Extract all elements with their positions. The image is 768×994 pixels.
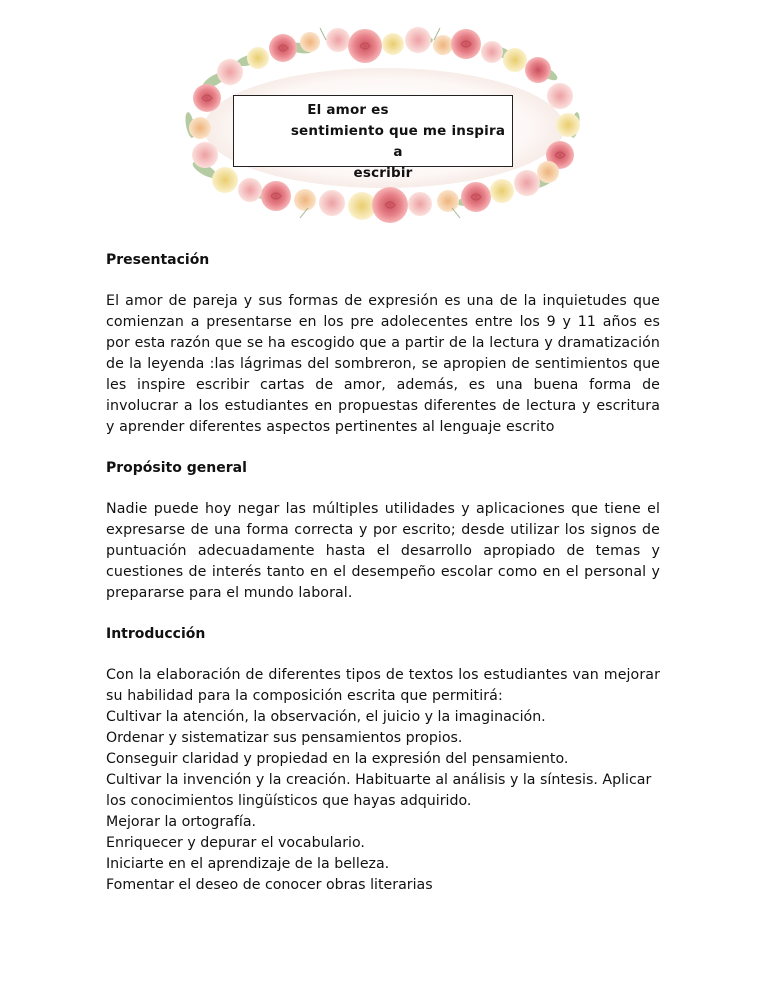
list-item: Cultivar la invención y la creación. Habituarte al análisis y la síntesis. Aplicar <box>106 772 652 788</box>
title-line-2: sentimiento que me inspira a <box>290 123 506 160</box>
list-item: Ordenar y sistematizar sus pensamientos propios. <box>106 730 463 746</box>
list-item: Mejorar la ortografía. <box>106 814 257 830</box>
document-body <box>106 250 660 896</box>
title-line-1: El amor es <box>307 102 389 118</box>
list-item: Fomentar el deseo de conocer obras literarias <box>106 877 433 893</box>
section-heading-introduccion: Introducción <box>106 626 206 642</box>
title-box <box>233 95 513 181</box>
title-line-3: escribir <box>353 165 413 181</box>
section-heading-proposito: Propósito general <box>106 460 247 476</box>
paragraph-presentacion: El amor de pareja y sus formas de expresión es una de la inquietudes que comienzan a presentarse en los pre adolecentes entre los 9 y 11 años es por esta razón que se ha escogido que a partir de la lectura y dramatización de la leyenda :las lágrimas del sombreron, se apropien de sentimientos que les inspire escribir cartas de amor, además, es una buena forma de involucrar a los estudiantes en propuestas diferentes de lectura y escritura y aprender diferentes aspectos pertinentes al lenguaje escrito <box>106 293 660 435</box>
list-item: Cultivar la atención, la observación, el juicio y la imaginación. <box>106 709 546 725</box>
paragraph-introduccion: Con la elaboración de diferentes tipos de textos los estudiantes van mejorar su habilidad para la composición escrita que permitirá: <box>106 667 660 704</box>
list-item: Iniciarte en el aprendizaje de la belleza. <box>106 856 390 872</box>
paragraph-proposito: Nadie puede hoy negar las múltiples utilidades y aplicaciones que tiene el expresarse de una forma correcta y por escrito; desde utilizar los signos de puntuación adecuadamente hasta el desarrollo apropiado de temas y cuestiones de interés tanto en el desempeño escolar como en el personal y prepararse para el mundo laboral. <box>106 501 660 601</box>
list-item: los conocimientos lingüísticos que hayas adquirido. <box>106 793 472 809</box>
section-heading-presentacion: Presentación <box>106 252 210 268</box>
list-item: Enriquecer y depurar el vocabulario. <box>106 835 365 851</box>
list-item: Conseguir claridad y propiedad en la expresión del pensamiento. <box>106 751 569 767</box>
